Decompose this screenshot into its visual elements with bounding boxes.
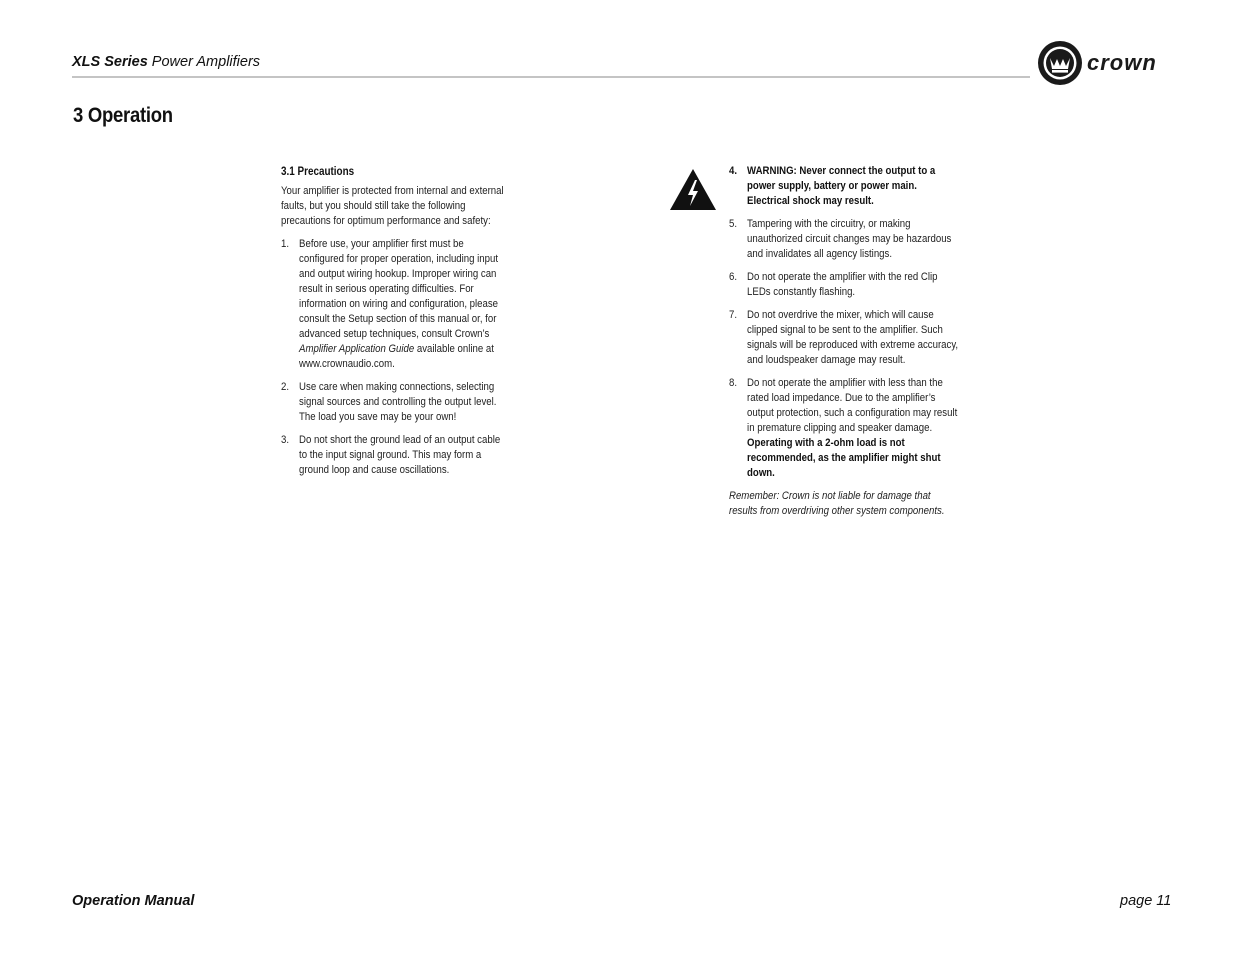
- list-number: 4.: [729, 165, 738, 177]
- list-number: 1.: [281, 238, 290, 250]
- bold-warning: Operating with a 2-ohm load is not recommended, as the amplifier might shut down.: [747, 437, 941, 479]
- header-subtitle: Power Amplifiers: [147, 54, 261, 70]
- logo-text: crown: [1087, 50, 1157, 75]
- header-rule: [72, 76, 1030, 78]
- list-number: 3.: [281, 434, 290, 446]
- list-item: [281, 237, 510, 372]
- list-number: 7.: [729, 309, 738, 321]
- chapter-title: 3 Operation: [73, 104, 173, 127]
- list-text-part: Before use, your amplifier first must be configured for proper operation, including input and output wiring hookup. Improper wiring can result in serious operating difficulties. For information on wiring and configuration, please consult the Setup section of this manual or, for advanced setup techniques, consult Crown’s: [299, 238, 499, 340]
- list-text: [299, 237, 510, 372]
- list-text: Use care when making connections, selecting signal sources and controlling the output level. The load you save may be your own!: [299, 381, 497, 423]
- list-item: [729, 308, 960, 368]
- list-text: Do not short the ground lead of an output cable to the input signal ground. This may form a ground loop and cause oscillations.: [299, 434, 501, 476]
- list-item: [729, 270, 960, 300]
- list-item: [281, 433, 510, 478]
- warning-text: WARNING: Never connect the output to a power supply, battery or power main. Electrical shock may result.: [747, 165, 936, 207]
- list-text: Do not overdrive the mixer, which will cause clipped signal to be sent to the amplifier. Such signals will be reproduced with extreme accuracy, and loudspeaker damage may result.: [747, 309, 959, 366]
- list-text: [747, 376, 960, 481]
- guide-title: Amplifier Application Guide: [299, 343, 415, 355]
- crown-logo-icon: [1036, 38, 1182, 90]
- list-item: [729, 217, 960, 262]
- electrical-hazard-warning-icon: [669, 168, 717, 211]
- list-number: 8.: [729, 377, 738, 389]
- list-item: [729, 376, 960, 481]
- list-number: 2.: [281, 381, 290, 393]
- list-text-part: available online at www.crownaudio.com.: [299, 343, 494, 370]
- remember-note: Remember: Crown is not liable for damage that results from overdriving other system components.: [729, 490, 945, 517]
- left-column: [281, 165, 511, 486]
- list-number: 6.: [729, 271, 738, 283]
- header-series: XLS Series: [72, 54, 148, 70]
- page-number: page 11: [1120, 893, 1172, 909]
- list-number: 5.: [729, 218, 738, 230]
- right-column: [729, 164, 961, 530]
- header-title: [72, 54, 260, 70]
- list-item-warning: [729, 164, 960, 209]
- list-text-part: Do not operate the amplifier with less than the rated load impedance. Due to the amplifier’s output protection, such a configuration may result in premature clipping and speaker damage.: [747, 377, 958, 434]
- list-text: Tampering with the circuitry, or making unauthorized circuit changes may be hazardous and invalidates all agency listings.: [747, 218, 952, 260]
- list-text: Do not operate the amplifier with the red Clip LEDs constantly flashing.: [747, 271, 938, 298]
- list-item: [281, 380, 510, 425]
- section-heading: 3.1 Precautions: [281, 166, 355, 178]
- footer-manual-title: Operation Manual: [72, 893, 195, 909]
- intro-paragraph: Your amplifier is protected from internal and external faults, but you should still take the following precautions for optimum performance and safety:: [281, 185, 504, 227]
